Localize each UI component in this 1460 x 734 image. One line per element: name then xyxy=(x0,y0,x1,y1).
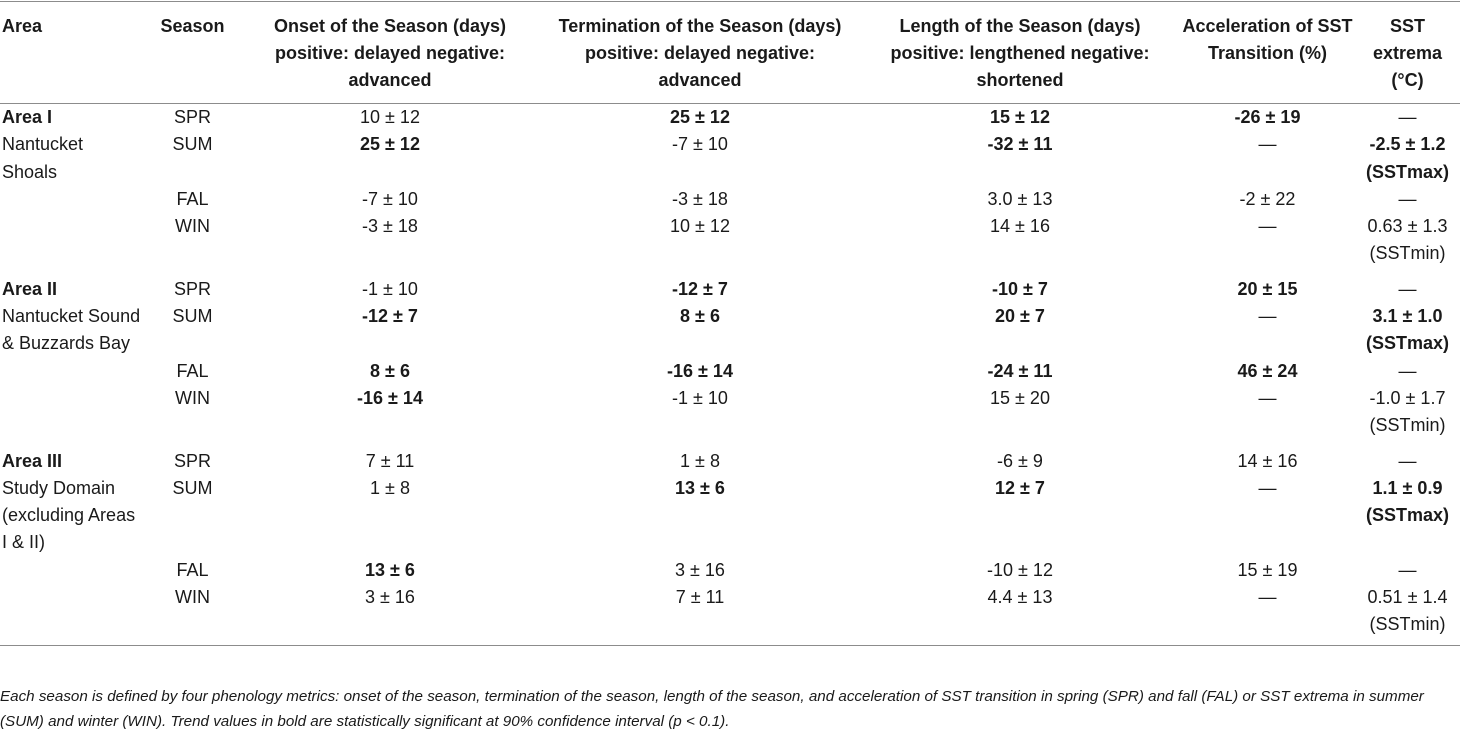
cell-termination: 13 ± 6 xyxy=(675,477,725,498)
cell-length: -32 ± 11 xyxy=(987,134,1053,155)
cell-extrema: — xyxy=(1398,188,1417,209)
cell-length: 12 ± 7 xyxy=(995,477,1045,498)
table-body xyxy=(0,104,1460,646)
cell-extrema: — xyxy=(1398,559,1417,580)
table-row xyxy=(0,268,1460,303)
cell-length: 4.4 ± 13 xyxy=(987,587,1053,608)
cell-season: WIN xyxy=(175,216,210,237)
table-row xyxy=(0,440,1460,475)
cell-extrema: 0.63 ± 1.3 (SSTmin) xyxy=(1367,216,1448,264)
cell-area: Study Domain (excluding Areas I & II) xyxy=(2,477,136,553)
table-row xyxy=(0,358,1460,385)
cell-acceleration: 46 ± 24 xyxy=(1237,360,1298,381)
cell-season: SUM xyxy=(172,134,213,155)
cell-onset: 10 ± 12 xyxy=(360,107,420,127)
cell-extrema: 1.1 ± 0.9 (SSTmax) xyxy=(1365,477,1450,526)
cell-length: 15 ± 20 xyxy=(990,387,1050,408)
cell-extrema: 3.1 ± 1.0 (SSTmax) xyxy=(1365,306,1450,354)
cell-area: Area I xyxy=(2,107,53,127)
cell-extrema: -2.5 ± 1.2 (SSTmax) xyxy=(1365,134,1450,182)
cell-onset: 1 ± 8 xyxy=(370,477,410,498)
table-row xyxy=(0,213,1460,268)
cell-area xyxy=(0,186,145,213)
cell-onset: 7 ± 11 xyxy=(365,450,415,471)
cell-termination: -16 ± 14 xyxy=(667,360,733,381)
cell-length: 20 ± 7 xyxy=(995,306,1045,327)
cell-season: WIN xyxy=(175,587,210,608)
cell-area xyxy=(0,385,145,440)
cell-onset: -16 ± 14 xyxy=(357,387,423,408)
cell-onset: 13 ± 6 xyxy=(365,559,415,580)
table-header-row xyxy=(0,2,1460,104)
cell-termination: 8 ± 6 xyxy=(680,306,720,327)
cell-onset: 25 ± 12 xyxy=(360,134,420,155)
cell-acceleration: — xyxy=(1258,587,1277,608)
cell-termination: -12 ± 7 xyxy=(672,278,728,299)
col-header-acceleration: Acceleration of SST Transition (%) xyxy=(1182,16,1353,63)
cell-area xyxy=(0,358,145,385)
col-header-onset: Onset of the Season (days) positive: delayed negative: advanced xyxy=(273,16,507,90)
phenology-trends-table xyxy=(0,1,1460,646)
cell-onset: -1 ± 10 xyxy=(362,278,418,299)
col-header-season: Season xyxy=(160,16,225,36)
cell-season: SPR xyxy=(173,450,211,471)
cell-season: SPR xyxy=(173,107,211,127)
col-header-area: Area xyxy=(2,16,43,36)
cell-season: SUM xyxy=(172,306,213,327)
table-row xyxy=(0,186,1460,213)
cell-onset: -7 ± 10 xyxy=(362,188,418,209)
cell-acceleration: — xyxy=(1258,306,1277,327)
table-row xyxy=(0,475,1460,557)
cell-length: 14 ± 16 xyxy=(990,216,1050,237)
cell-termination: 3 ± 16 xyxy=(675,559,725,580)
cell-acceleration: — xyxy=(1258,216,1277,237)
cell-length: -24 ± 11 xyxy=(987,360,1053,381)
cell-acceleration: — xyxy=(1258,134,1277,155)
cell-termination: 10 ± 12 xyxy=(670,216,730,237)
table-row xyxy=(0,104,1460,132)
table-row xyxy=(0,557,1460,584)
cell-length: 15 ± 12 xyxy=(990,107,1050,127)
col-header-length: Length of the Season (days) positive: lengthened negative: shortened xyxy=(890,16,1150,90)
cell-onset: -12 ± 7 xyxy=(362,306,418,327)
cell-area xyxy=(0,557,145,584)
cell-acceleration: — xyxy=(1258,387,1277,408)
cell-acceleration: -2 ± 22 xyxy=(1239,188,1296,209)
cell-termination: -3 ± 18 xyxy=(672,188,728,209)
table-row xyxy=(0,385,1460,440)
cell-extrema: — xyxy=(1398,450,1417,471)
cell-season: SUM xyxy=(172,477,213,498)
table-footnote: Each season is defined by four phenology metrics: onset of the season, termination of the season, length of the season, and acceleration of SST transition in spring (SPR) and fall (FAL) or SST extrema in summer (SUM) and winter (WIN). Trend values in bold are statistically significant at 90% confidence interval (p < 0.1). xyxy=(0,688,1424,730)
cell-season: SPR xyxy=(173,278,211,299)
cell-extrema: — xyxy=(1398,278,1417,299)
cell-length: -10 ± 7 xyxy=(992,278,1048,299)
cell-area: Area II xyxy=(2,278,58,299)
col-header-extrema: SST extrema (°C) xyxy=(1372,16,1443,90)
cell-season: WIN xyxy=(175,387,210,408)
cell-onset: 3 ± 16 xyxy=(365,587,415,608)
table-row xyxy=(0,303,1460,358)
cell-area: Area III xyxy=(2,450,63,471)
cell-length: -10 ± 12 xyxy=(987,559,1053,580)
cell-season: FAL xyxy=(176,559,209,580)
cell-acceleration: 15 ± 19 xyxy=(1237,559,1298,580)
cell-onset: 8 ± 6 xyxy=(370,360,410,381)
cell-termination: 1 ± 8 xyxy=(680,450,720,471)
cell-season: FAL xyxy=(176,360,209,381)
cell-area xyxy=(0,213,145,268)
cell-termination: -1 ± 10 xyxy=(672,387,728,408)
cell-length: 3.0 ± 13 xyxy=(987,188,1053,209)
cell-onset: -3 ± 18 xyxy=(362,216,418,237)
cell-termination: 7 ± 11 xyxy=(675,587,725,608)
cell-extrema: 0.51 ± 1.4 (SSTmin) xyxy=(1367,587,1448,635)
col-header-termination: Termination of the Season (days) positive: delayed negative: advanced xyxy=(558,16,842,90)
cell-length: -6 ± 9 xyxy=(997,450,1043,471)
cell-termination: 25 ± 12 xyxy=(670,107,730,127)
cell-acceleration: -26 ± 19 xyxy=(1234,107,1301,127)
cell-acceleration: 20 ± 15 xyxy=(1237,278,1298,299)
cell-termination: -7 ± 10 xyxy=(672,134,728,155)
cell-extrema: — xyxy=(1398,107,1417,127)
cell-extrema: -1.0 ± 1.7 (SSTmin) xyxy=(1369,387,1446,436)
cell-acceleration: 14 ± 16 xyxy=(1237,450,1298,471)
cell-area: Nantucket Shoals xyxy=(2,134,84,182)
cell-extrema: — xyxy=(1398,360,1417,381)
cell-season: FAL xyxy=(176,188,209,209)
cell-area xyxy=(0,584,145,645)
table-row xyxy=(0,584,1460,645)
cell-area: Nantucket Sound & Buzzards Bay xyxy=(2,306,141,354)
table-row xyxy=(0,131,1460,186)
cell-acceleration: — xyxy=(1258,477,1277,498)
